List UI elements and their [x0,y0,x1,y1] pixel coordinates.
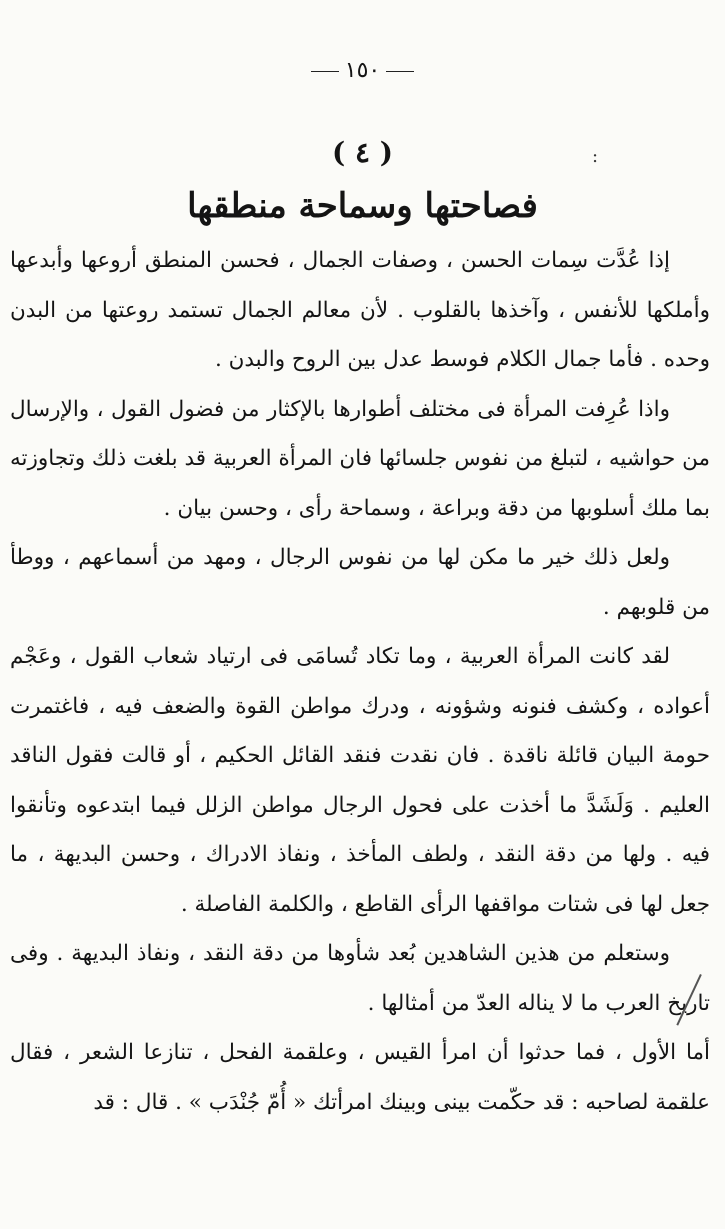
body-text [10,236,710,1127]
margin-dots: : [592,146,599,167]
page-number-dash-right [386,71,414,72]
paragraph-5: وستعلم من هذين الشاهدين بُعد شأوها من دقة النقد ، ونفاذ البديهة . وفى تاريخ العرب ما لا يناله العدّ من أمثالها . [10,941,710,1016]
page-number [0,58,725,83]
page-number-dash-left [311,71,339,72]
section-number: ( ٤ ) [331,136,394,169]
paragraph-6: أما الأول ، فما حدثوا أن امرأ القيس ، وعلقمة الفحل ، تنازعا الشعر ، فقال علقمة لصاحبه : قد حكّمت بينى وبينك امرأتك « أُمّ جُنْدَب » . قال : قد [10,1040,710,1115]
page-number-value: ١٥٠ [344,58,381,83]
paragraph-3: ولعل ذلك خير ما مكن لها من نفوس الرجال ، ومهد من أسماعهم ، ووطأ من قلوبهم . [10,545,710,620]
section-title: فصاحتها وسماحة منطقها [187,186,538,226]
paragraph-1: إذا عُدَّت سِمات الحسن ، وصفات الجمال ، فحسن المنطق أروعها وأبدعها وأملكها للأنفس ، وآخذها بالقلوب . لأن معالم الجمال تستمد روعتها من البدن وحده . فأما جمال الكلام فوسط عدل بين الروح والبدن . [10,248,710,372]
paragraph-4: لقد كانت المرأة العربية ، وما تكاد تُسامَى فى ارتياد شعاب القول ، وعَجْم أعواده ، وكشف فنونه وشؤونه ، ودرك مواطن القوة والضعف فيه ، فاغتمرت حومة البيان قائلة ناقدة . فان نقدت فنقد القائل الحكيم ، أو قالت فقول الناقد العليم . وَلَشَدَّ ما أخذت على فحول الرجال مواطن الزلل فيما ابتدعوه وتأنقوا فيه . ولها من دقة النقد ، ولطف المأخذ ، ونفاذ الادراك ، وحسن البديهة ، ما جعل لها فى شتات مواقفها الرأى القاطع ، والكلمة الفاصلة . [10,644,710,917]
paragraph-2: واذا عُرِفت المرأة فى مختلف أطوارها بالإكثار من فضول القول ، والإرسال من حواشيه ، لتبلغ من نفوس جلسائها فان المرأة العربية قد بلغت ذلك وتجاوزته بما ملك أسلوبها من دقة وبراعة ، وسماحة رأى ، وحسن بيان . [10,396,710,521]
